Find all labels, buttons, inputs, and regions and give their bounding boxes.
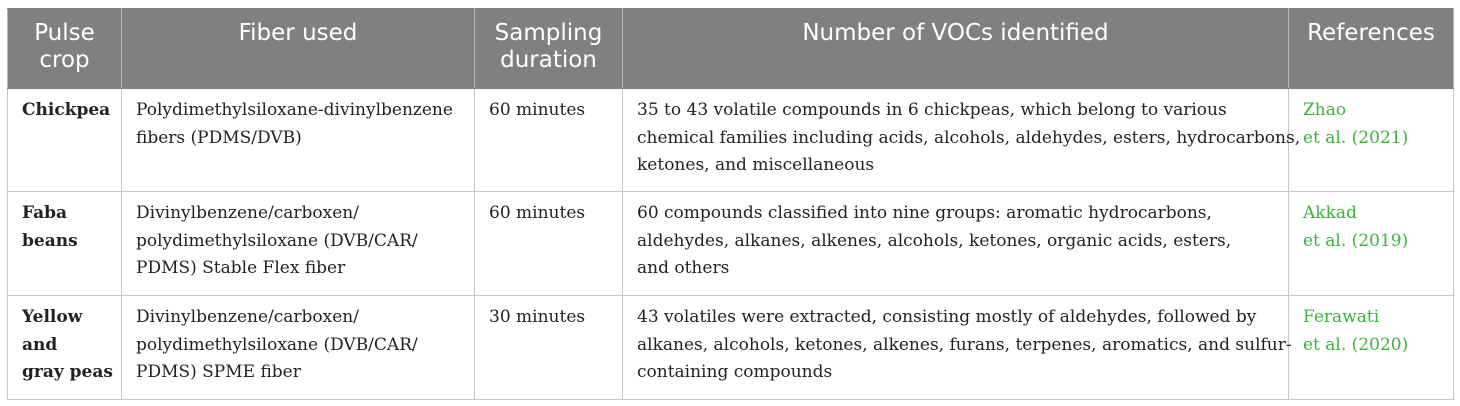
header-sampling-duration xyxy=(475,9,623,89)
header-vocs-identified xyxy=(623,9,1289,89)
cell-text: Polydimethylsiloxane-divinylbenzene xyxy=(136,100,453,120)
cell-text: polydimethylsiloxane (DVB/CAR/ xyxy=(136,230,418,251)
cell-text: Chickpea xyxy=(22,100,111,120)
header-text: Sampling xyxy=(494,20,603,46)
reference-link[interactable]: et al. (2020) xyxy=(1303,334,1409,355)
cell-text: Faba xyxy=(22,203,68,223)
cell-text: 60 minutes xyxy=(489,203,586,223)
header-text: crop xyxy=(39,47,90,73)
cell-crop xyxy=(8,296,122,400)
cell-text: and others xyxy=(637,258,730,278)
reference-link[interactable]: Zhao xyxy=(1303,100,1347,120)
cell-vocs xyxy=(623,192,1289,296)
cell-vocs xyxy=(623,89,1301,192)
cell-fiber xyxy=(122,89,475,192)
reference-link[interactable]: et al. (2021) xyxy=(1303,127,1409,148)
table-row xyxy=(8,89,1454,192)
table-row xyxy=(8,192,1454,296)
cell-duration xyxy=(475,296,623,400)
cell-text: 30 minutes xyxy=(489,307,586,327)
table-body xyxy=(8,89,1454,400)
header-references xyxy=(1289,9,1454,89)
header-pulse-crop xyxy=(8,9,122,89)
cell-text: polydimethylsiloxane (DVB/CAR/ xyxy=(136,334,418,355)
cell-text: ketones, and miscellaneous xyxy=(637,155,875,175)
voc-table-container xyxy=(7,8,1453,400)
cell-duration xyxy=(475,89,623,192)
cell-crop xyxy=(8,192,122,296)
voc-table xyxy=(7,8,1454,400)
cell-text: Yellow xyxy=(22,307,83,327)
header-text: duration xyxy=(500,47,597,73)
cell-text: 35 to 43 volatile compounds in 6 chickpeas, which belong to various xyxy=(637,100,1227,120)
cell-text: PDMS) Stable Flex fiber xyxy=(136,258,346,278)
cell-text: and xyxy=(22,334,58,355)
table-row xyxy=(8,296,1454,400)
reference-link[interactable]: Akkad xyxy=(1303,203,1357,223)
cell-text: gray peas xyxy=(22,362,113,382)
cell-vocs xyxy=(623,296,1292,400)
cell-fiber xyxy=(122,192,475,296)
cell-text: aldehydes, alkanes, alkenes, alcohols, ketones, organic acids, esters, xyxy=(637,230,1232,251)
cell-text: Divinylbenzene/carboxen/ xyxy=(136,203,359,223)
table-header xyxy=(8,9,1454,89)
header-text: Fiber used xyxy=(238,20,358,46)
reference-link[interactable]: et al. (2019) xyxy=(1303,230,1409,251)
header-row xyxy=(8,9,1454,89)
cell-crop xyxy=(8,89,122,192)
cell-text: 60 compounds classified into nine groups: aromatic hydrocarbons, xyxy=(637,203,1212,223)
cell-text: alkanes, alcohols, ketones, alkenes, furans, terpenes, aromatics, and sulfur- xyxy=(637,334,1292,355)
header-text: Number of VOCs identified xyxy=(802,20,1109,46)
header-text: References xyxy=(1307,20,1435,46)
cell-text: 60 minutes xyxy=(489,100,586,120)
cell-fiber xyxy=(122,296,475,400)
cell-reference[interactable] xyxy=(1289,89,1454,192)
cell-text: beans xyxy=(22,230,78,251)
cell-reference[interactable] xyxy=(1289,296,1454,400)
cell-duration xyxy=(475,192,623,296)
cell-text: fibers (PDMS/DVB) xyxy=(136,127,302,148)
cell-text: 43 volatiles were extracted, consisting mostly of aldehydes, followed by xyxy=(637,307,1257,327)
reference-link[interactable]: Ferawati xyxy=(1303,307,1380,327)
cell-reference[interactable] xyxy=(1289,192,1454,296)
cell-text: Divinylbenzene/carboxen/ xyxy=(136,307,359,327)
cell-text: chemical families including acids, alcohols, aldehydes, esters, hydrocarbons, xyxy=(637,127,1301,148)
cell-text: PDMS) SPME fiber xyxy=(136,362,301,382)
header-fiber-used xyxy=(122,9,475,89)
header-text: Pulse xyxy=(34,20,95,46)
cell-text: containing compounds xyxy=(637,362,833,382)
